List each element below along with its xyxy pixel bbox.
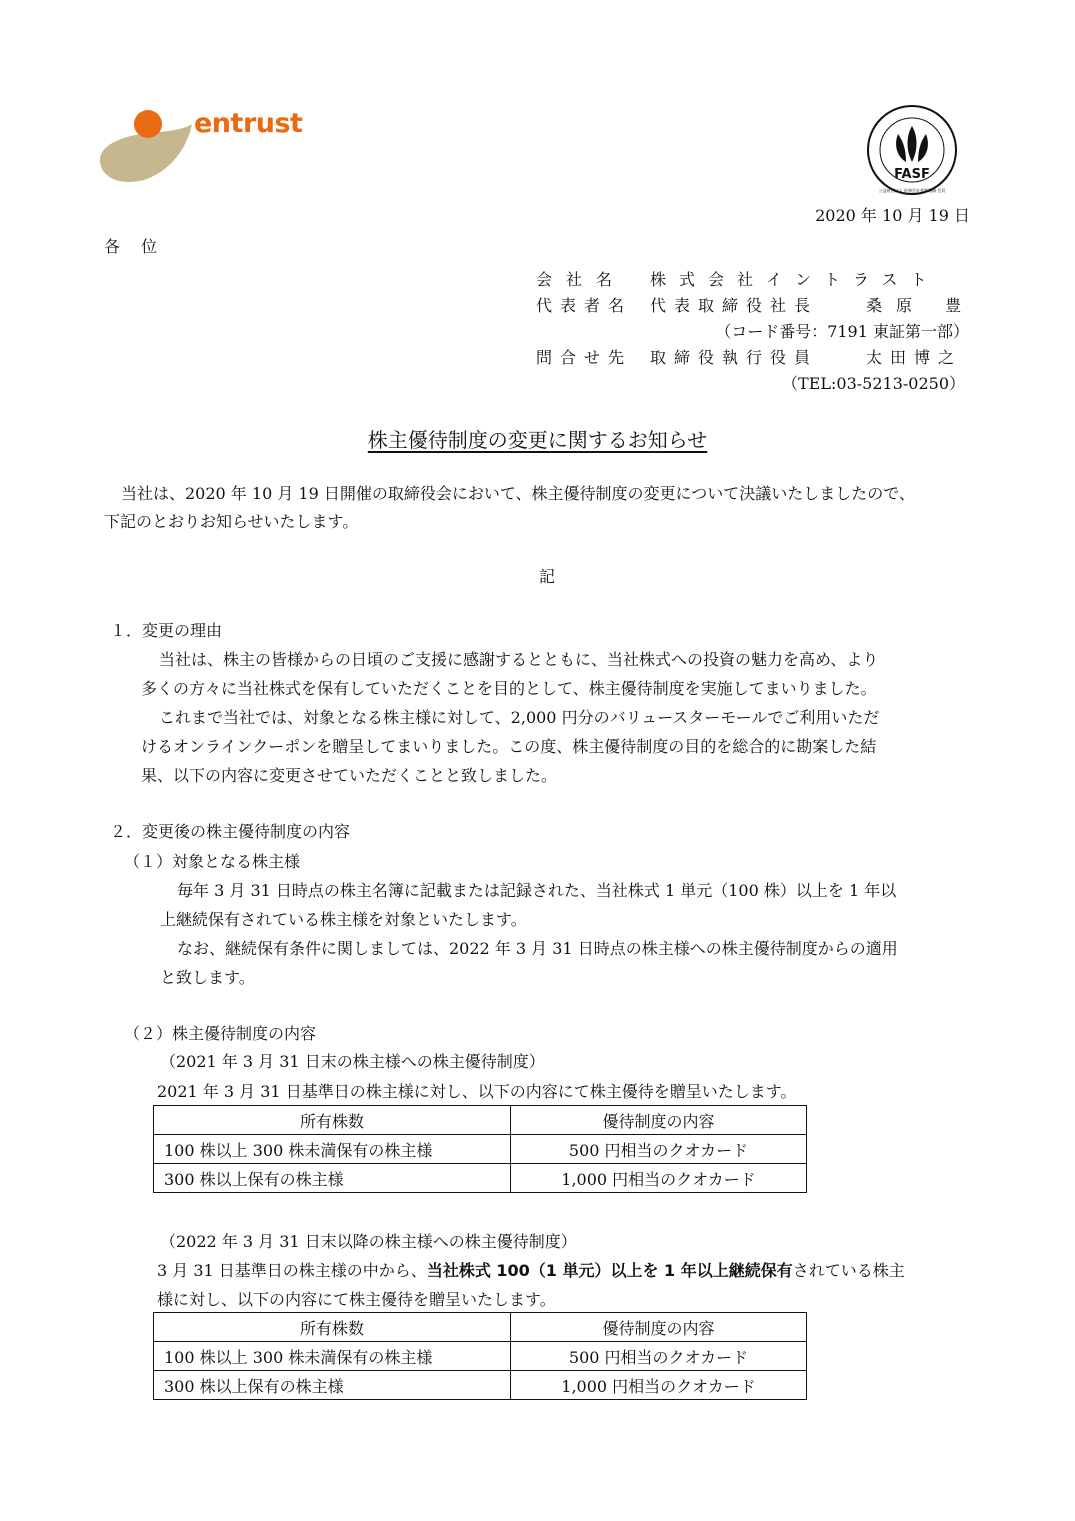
section2-sub1-line-2: 上継続保有されている株主様を対象といたします。 xyxy=(160,910,527,929)
contact-tel: （TEL:03-5213-0250） xyxy=(782,374,965,393)
section1-line-3: これまで当社では、対象となる株主様に対して、2,000 円分のバリュースターモールでご利用いただ xyxy=(159,708,880,727)
section2-heading: ２．変更後の株主優待制度の内容 xyxy=(110,822,351,841)
document-date: 2020 年 10 月 19 日 xyxy=(815,206,970,225)
addressee: 各 位 xyxy=(104,237,166,256)
perk-table-2022 xyxy=(153,1312,807,1400)
table-cell-shares: 300 株以上保有の株主様 xyxy=(154,1371,511,1400)
contact-name: 太田博之 xyxy=(866,348,963,367)
column-header-benefit: 優待制度の内容 xyxy=(511,1106,807,1135)
section2-sub1-heading: （１）対象となる株主様 xyxy=(124,852,301,871)
block2-desc-pre: 3 月 31 日基準日の株主様の中から、 xyxy=(157,1261,427,1280)
representative-title: 代表取締役社長 xyxy=(650,296,819,315)
block2-desc-bold: 当社株式 100（1 単元）以上を 1 年以上継続保有 xyxy=(426,1261,793,1280)
table-cell-shares: 100 株以上 300 株未満保有の株主様 xyxy=(154,1342,511,1371)
company-name-label: 会社名 xyxy=(536,270,627,289)
table-header-row xyxy=(154,1313,807,1342)
block2-desc-post: されている株主 xyxy=(792,1261,905,1280)
section2-sub1-line-4: と致します。 xyxy=(160,968,255,987)
table-header-row xyxy=(154,1106,807,1135)
section2-sub2-heading: （２）株主優待制度の内容 xyxy=(124,1024,317,1043)
logo-mark-icon xyxy=(96,104,206,184)
table-row xyxy=(154,1135,807,1164)
table-cell-benefit: 500 円相当のクオカード xyxy=(511,1342,807,1371)
block1-description: 2021 年 3 月 31 日基準日の株主様に対し、以下の内容にて株主優待を贈呈いたします。 xyxy=(157,1082,797,1101)
table-row xyxy=(154,1164,807,1193)
section1-line-4: けるオンラインクーポンを贈呈してまいりました。この度、株主優待制度の目的を総合的に勘案した結 xyxy=(141,737,877,756)
table-cell-benefit: 1,000 円相当のクオカード xyxy=(511,1371,807,1400)
section2-sub1-line-3: なお、継続保有条件に関しましては、2022 年 3 月 31 日時点の株主様への株主優待制度からの適用 xyxy=(177,939,898,958)
section1-heading: １．変更の理由 xyxy=(110,621,223,640)
contact-label: 問合せ先 xyxy=(536,348,633,367)
contact-title: 取締役執行役員 xyxy=(650,348,819,367)
representative-name: 桑原 豊 xyxy=(866,296,976,315)
page-title: 株主優待制度の変更に関するお知らせ xyxy=(367,428,708,452)
column-header-benefit: 優待制度の内容 xyxy=(511,1313,807,1342)
logo-wordmark: entrust xyxy=(194,108,303,139)
stock-code: （コード番号：7191 東証第一部） xyxy=(715,322,969,341)
perk-table-2021 xyxy=(153,1105,807,1193)
fasf-seal xyxy=(866,104,958,196)
table-cell-shares: 300 株以上保有の株主様 xyxy=(154,1164,511,1193)
block1-caption: （2021 年 3 月 31 日末の株主様への株主優待制度） xyxy=(160,1052,545,1071)
table-cell-benefit: 1,000 円相当のクオカード xyxy=(511,1164,807,1193)
section1-line-5: 果、以下の内容に変更させていただくことと致しました。 xyxy=(141,766,558,785)
column-header-shares: 所有株数 xyxy=(154,1106,511,1135)
table-cell-benefit: 500 円相当のクオカード xyxy=(511,1135,807,1164)
company-logo xyxy=(96,104,311,184)
ki-marker: 記 xyxy=(539,567,556,586)
section1-line-1: 当社は、株主の皆様からの日頃のご支援に感謝するとともに、当社株式への投資の魅力を高め、より xyxy=(159,650,879,669)
table-cell-shares: 100 株以上 300 株未満保有の株主様 xyxy=(154,1135,511,1164)
intro-line-2: 下記のとおりお知らせいたします。 xyxy=(104,512,359,531)
column-header-shares: 所有株数 xyxy=(154,1313,511,1342)
block2-description-1 xyxy=(157,1261,905,1281)
section1-line-2: 多くの方々に当社株式を保有していただくことを目的として、株主優待制度を実施してまいりました。 xyxy=(141,679,877,698)
table-row xyxy=(154,1342,807,1371)
section2-sub1-line-1: 毎年 3 月 31 日時点の株主名簿に記載または記録された、当社株式 1 単元（100 株）以上を 1 年以 xyxy=(177,881,897,900)
seal-ring-text: 公益財団法人 財務会計基準機構 会員 xyxy=(878,188,946,193)
intro-line-1: 当社は、2020 年 10 月 19 日開催の取締役会において、株主優待制度の変更について決議いたしましたので、 xyxy=(121,484,915,503)
representative-label: 代表者名 xyxy=(536,296,633,315)
block2-caption: （2022 年 3 月 31 日末以降の株主様への株主優待制度） xyxy=(160,1232,577,1251)
seal-emblem-text: FASF xyxy=(894,167,930,182)
company-name: 株式会社イントラスト xyxy=(650,270,940,289)
table-row xyxy=(154,1371,807,1400)
block2-description-2: 様に対し、以下の内容にて株主優待を贈呈いたします。 xyxy=(157,1290,556,1309)
